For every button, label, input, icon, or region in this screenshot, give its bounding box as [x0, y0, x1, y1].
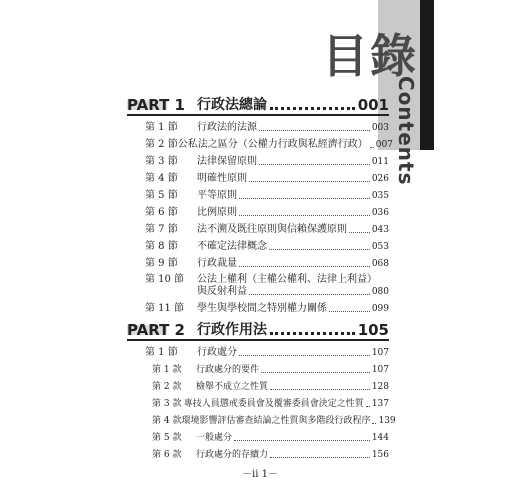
entry-page: 003 [371, 123, 389, 133]
entry-title: 行政處分 [197, 347, 237, 358]
part-label: PART 1 [127, 96, 185, 114]
entry-page: 107 [371, 365, 389, 375]
part-1-header [127, 92, 389, 116]
entry-number: 第 10 節 [145, 274, 185, 285]
entry-title: 行政處分的存續力 [196, 450, 269, 460]
entry-page: 139 [378, 416, 396, 426]
part-page: 001 [357, 96, 389, 114]
toc-entry [145, 224, 389, 236]
entry-title: 公私法之區分（公權力行政與私經濟行政） [177, 139, 368, 150]
entry-number: 第 5 節 [145, 190, 178, 201]
entry-number: 第 3 款 [152, 399, 182, 409]
leader-dots [270, 389, 370, 390]
leader-dots [270, 332, 355, 335]
entry-page: 068 [371, 259, 389, 269]
entry-title: 比例原則 [197, 207, 237, 218]
entry-page: 036 [371, 208, 389, 218]
part-label: PART 2 [127, 321, 185, 339]
entry-title-line-2: 與反射利益 [197, 286, 247, 297]
leader-dots [370, 147, 374, 148]
entry-number: 第 6 節 [145, 207, 178, 218]
entry-number: 第 9 節 [145, 258, 178, 269]
entry-page: 156 [371, 450, 389, 460]
toc-entry [145, 241, 389, 253]
toc-subentry [152, 364, 389, 376]
entry-page: 007 [375, 140, 393, 150]
entry-title: 檢舉不成立之性質 [196, 382, 269, 392]
entry-number: 第 1 款 [152, 365, 182, 375]
toc-entry-continuation [197, 286, 389, 298]
entry-title: 專技人員懲戒委員會及覆審委員會決定之性質 [183, 399, 364, 409]
toc-title: 目錄 [322, 29, 418, 83]
entry-page: 011 [371, 157, 389, 167]
entry-page: 053 [371, 242, 389, 252]
entry-page: 035 [371, 191, 389, 201]
entry-title: 學生與學校間之特別權力關係 [197, 303, 327, 314]
entry-title: 平等原則 [197, 190, 237, 201]
entry-number: 第 2 款 [152, 382, 182, 392]
entry-page: 099 [371, 304, 389, 314]
entry-title: 不確定法律概念 [197, 241, 267, 252]
leader-dots [269, 249, 370, 250]
leader-dots [239, 198, 370, 199]
entry-page: 144 [371, 433, 389, 443]
leader-dots [239, 355, 370, 356]
leader-dots [366, 406, 370, 407]
part-title: 行政作用法 [197, 322, 267, 338]
entry-title: 行政法的法源 [197, 122, 257, 133]
entry-page: 080 [371, 287, 389, 297]
toc-subentry [152, 415, 396, 427]
toc-entry [145, 139, 393, 151]
entry-title: 法律保留原則 [197, 156, 257, 167]
toc-entry-multiline [145, 274, 389, 286]
leader-dots [270, 457, 370, 458]
leader-dots [259, 130, 370, 131]
leader-dots [329, 311, 370, 312]
toc-subentry [152, 381, 389, 393]
leader-dots [249, 294, 370, 295]
toc-entry [145, 173, 389, 185]
entry-page: 043 [371, 225, 389, 235]
part-title: 行政法總論 [197, 97, 267, 113]
title-black-band [420, 0, 434, 150]
toc-entry [145, 207, 389, 219]
entry-title: 環境影響評估審查結論之性質與多階段行政程序 [181, 416, 371, 426]
entry-number: 第 5 款 [152, 433, 182, 443]
entry-number: 第 6 款 [152, 450, 182, 460]
toc-entry [145, 190, 389, 202]
entry-title: 行政裁量 [197, 258, 237, 269]
entry-title: 一般處分 [196, 433, 233, 443]
entry-number: 第 11 節 [145, 303, 185, 314]
entry-title: 法不溯及既往原則與信賴保護原則 [197, 224, 347, 235]
entry-number: 第 3 節 [145, 156, 178, 167]
contents-subtitle: Contents [394, 76, 418, 186]
leader-dots [234, 440, 370, 441]
toc-subentry [152, 398, 389, 410]
toc-entry [145, 156, 389, 168]
toc-entry [145, 303, 389, 315]
toc-entry [145, 258, 389, 270]
entry-title: 公法上權利（主權公權利、法律上利益） [197, 274, 377, 285]
entry-page: 026 [371, 174, 389, 184]
entry-page: 107 [371, 348, 389, 358]
page-number: －ii 1－ [242, 469, 278, 480]
entry-number: 第 4 節 [145, 173, 178, 184]
leader-dots [259, 164, 370, 165]
leader-dots [261, 372, 370, 373]
entry-number: 第 7 節 [145, 224, 178, 235]
entry-page: 128 [371, 382, 389, 392]
toc-subentry [152, 432, 389, 444]
toc-entry [145, 122, 389, 134]
entry-number: 第 1 節 [145, 347, 178, 358]
leader-dots [239, 215, 370, 216]
part-2-header [127, 317, 389, 341]
entry-title: 行政處分的要件 [196, 365, 260, 375]
toc-section [145, 347, 389, 359]
entry-number: 第 2 節 [145, 139, 178, 150]
leader-dots [239, 266, 370, 267]
leader-dots [249, 181, 370, 182]
leader-dots [372, 423, 376, 424]
entry-number: 第 8 節 [145, 241, 178, 252]
entry-page: 137 [371, 399, 389, 409]
leader-dots [270, 107, 355, 110]
leader-dots [349, 232, 370, 233]
entry-number: 第 1 節 [145, 122, 178, 133]
entry-title: 明確性原則 [197, 173, 247, 184]
entry-number: 第 4 款 [152, 416, 182, 426]
toc-subentry [152, 449, 389, 461]
part-page: 105 [357, 321, 389, 339]
